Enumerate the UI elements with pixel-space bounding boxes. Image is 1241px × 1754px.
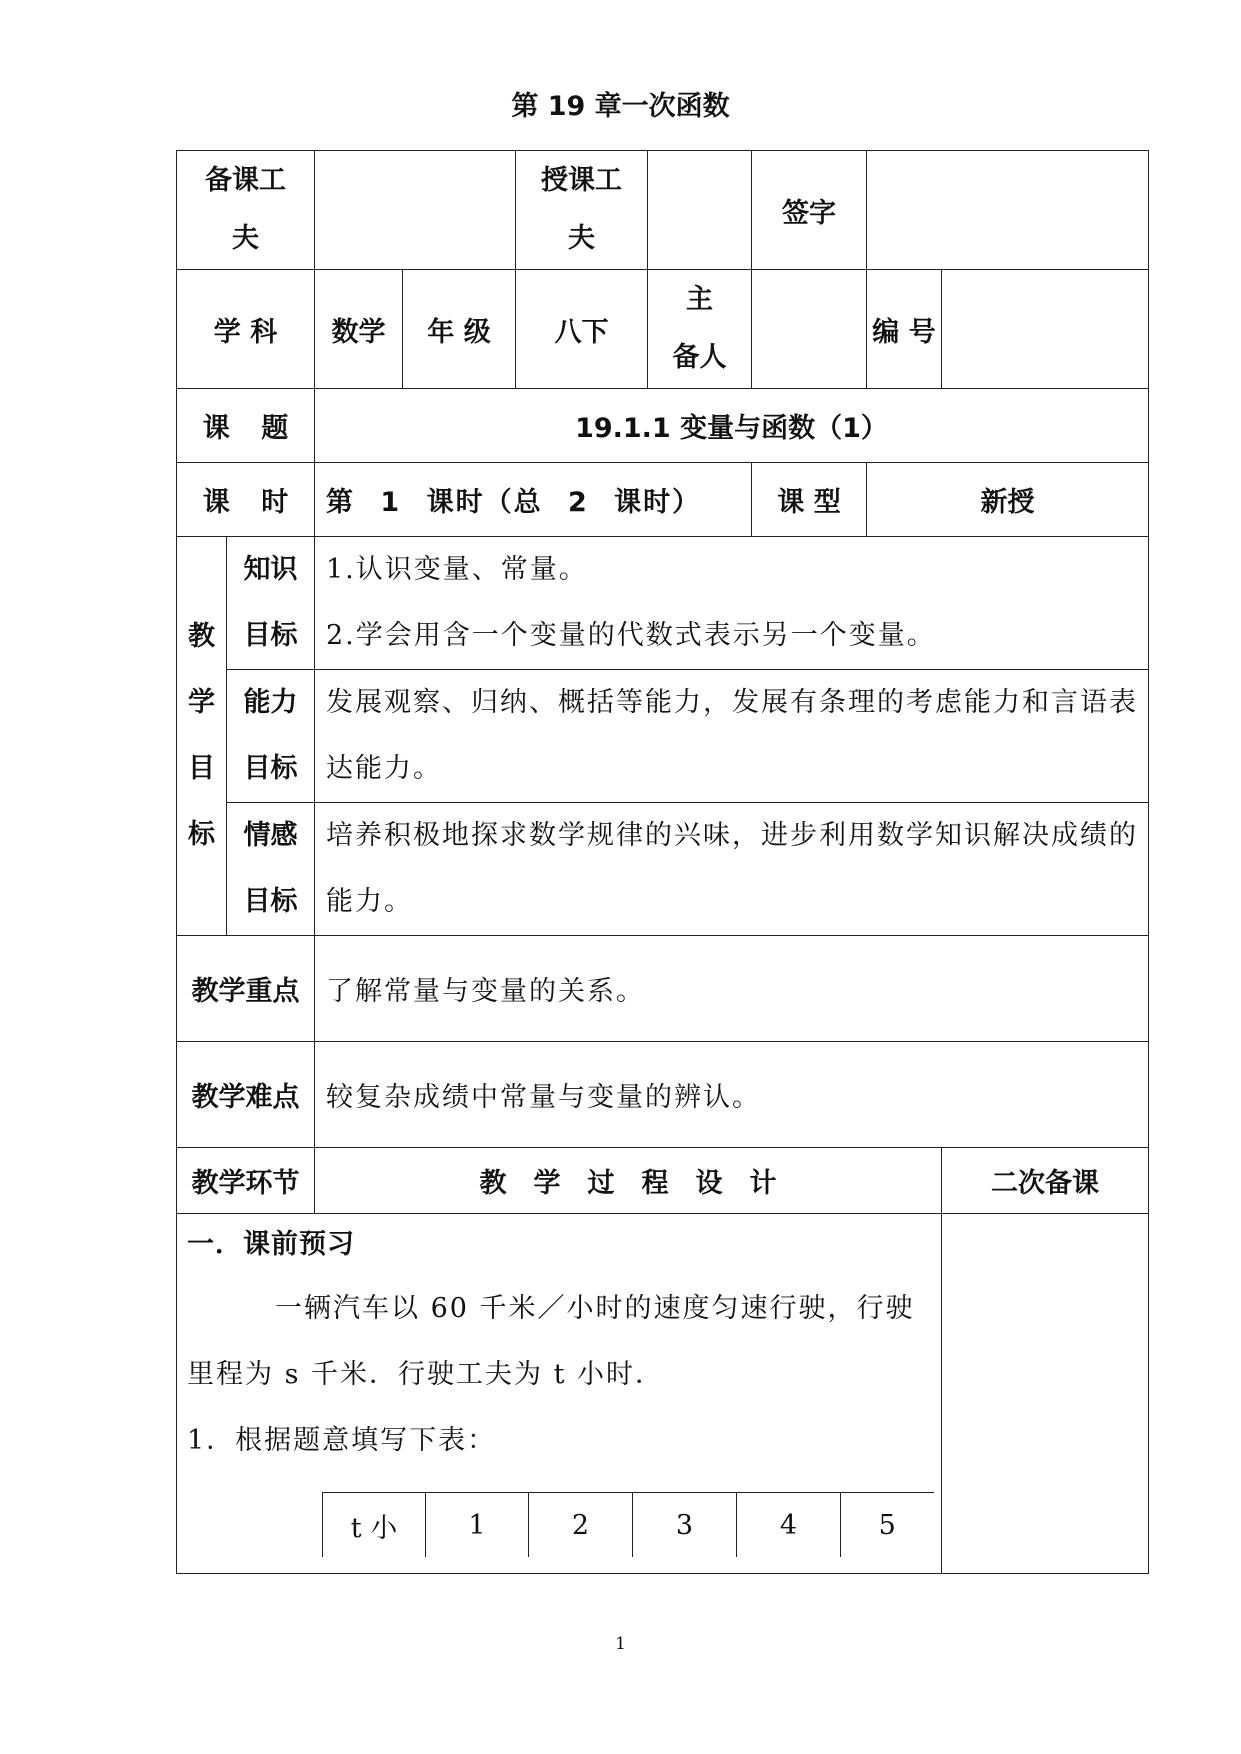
emotion-goal-text: 培养积极地探求数学规律的兴味，进步利用数学知识解决成绩的能力。 — [315, 803, 1149, 936]
time-table-header-cell: 5 — [841, 1493, 934, 1558]
teaching-goals-label: 教学目标 — [177, 537, 227, 936]
topic-value: 19.1.1 变量与函数（1） — [315, 389, 1149, 463]
second-prep-header: 二次备课 — [942, 1148, 1149, 1214]
time-table-header-t: t 小 — [323, 1493, 426, 1558]
teach-time-value[interactable] — [648, 151, 752, 270]
period-label: 课 时 — [177, 463, 315, 537]
sign-value[interactable] — [867, 151, 1149, 270]
time-table — [322, 1492, 934, 1557]
preview-paragraph: 一辆汽车以 60 千米／小时的速度匀速行驶，行驶里程为 s 千米．行驶工夫为 t 小时． — [187, 1293, 915, 1390]
prep-time-value[interactable] — [315, 151, 516, 270]
difficulty-text: 较复杂成绩中常量与变量的辨认。 — [315, 1042, 1149, 1148]
ability-goal-text: 发展观察、归纳、概括等能力，发展有条理的考虑能力和言语表达能力。 — [315, 670, 1149, 803]
teach-time-label: 授课工夫 — [516, 151, 648, 270]
topic-label: 课 题 — [177, 389, 315, 463]
preview-section-title: 一．课前预习 — [187, 1229, 355, 1260]
time-table-header-cell: 1 — [426, 1493, 529, 1558]
lead-preparer-value[interactable] — [752, 270, 867, 389]
lesson-plan-table — [176, 150, 1149, 1574]
type-value: 新授 — [867, 463, 1149, 537]
grade-value: 八下 — [516, 270, 648, 389]
time-table-header-cell: 3 — [633, 1493, 737, 1558]
knowledge-goal-line-2: 2.学会用含一个变量的代数式表示另一个变量。 — [326, 620, 936, 651]
fill-table-instruction: 1．根据题意填写下表： — [187, 1425, 497, 1456]
knowledge-goal-label: 知识目标 — [227, 537, 315, 670]
grade-label: 年 级 — [403, 270, 516, 389]
key-point-text: 了解常量与变量的关系。 — [315, 936, 1149, 1042]
prep-time-label: 备课工夫 — [177, 151, 315, 270]
key-point-label: 教学重点 — [177, 936, 315, 1042]
difficulty-label: 教学难点 — [177, 1042, 315, 1148]
process-content — [177, 1214, 942, 1574]
knowledge-goal-text — [315, 537, 1149, 670]
lead-preparer-label: 主 备人 — [648, 270, 752, 389]
document-title: 第 19 章一次函数 — [511, 91, 730, 122]
second-prep-notes[interactable] — [942, 1214, 1149, 1574]
knowledge-goal-line-1: 1.认识变量、常量。 — [326, 554, 588, 585]
time-table-header-cell: 2 — [529, 1493, 633, 1558]
ability-goal-label: 能力目标 — [227, 670, 315, 803]
page-number: 1 — [615, 1634, 626, 1654]
type-label: 课 型 — [752, 463, 867, 537]
emotion-goal-label: 情感目标 — [227, 803, 315, 936]
time-table-header-cell: 4 — [737, 1493, 841, 1558]
number-value[interactable] — [942, 270, 1149, 389]
period-value: 第 1 课时（总 2 课时） — [315, 463, 752, 537]
process-design-header: 教 学 过 程 设 计 — [315, 1148, 942, 1214]
process-step-header: 教学环节 — [177, 1148, 315, 1214]
subject-value: 数学 — [315, 270, 403, 389]
number-label: 编 号 — [867, 270, 942, 389]
subject-label: 学 科 — [177, 270, 315, 389]
sign-label: 签字 — [752, 151, 867, 270]
